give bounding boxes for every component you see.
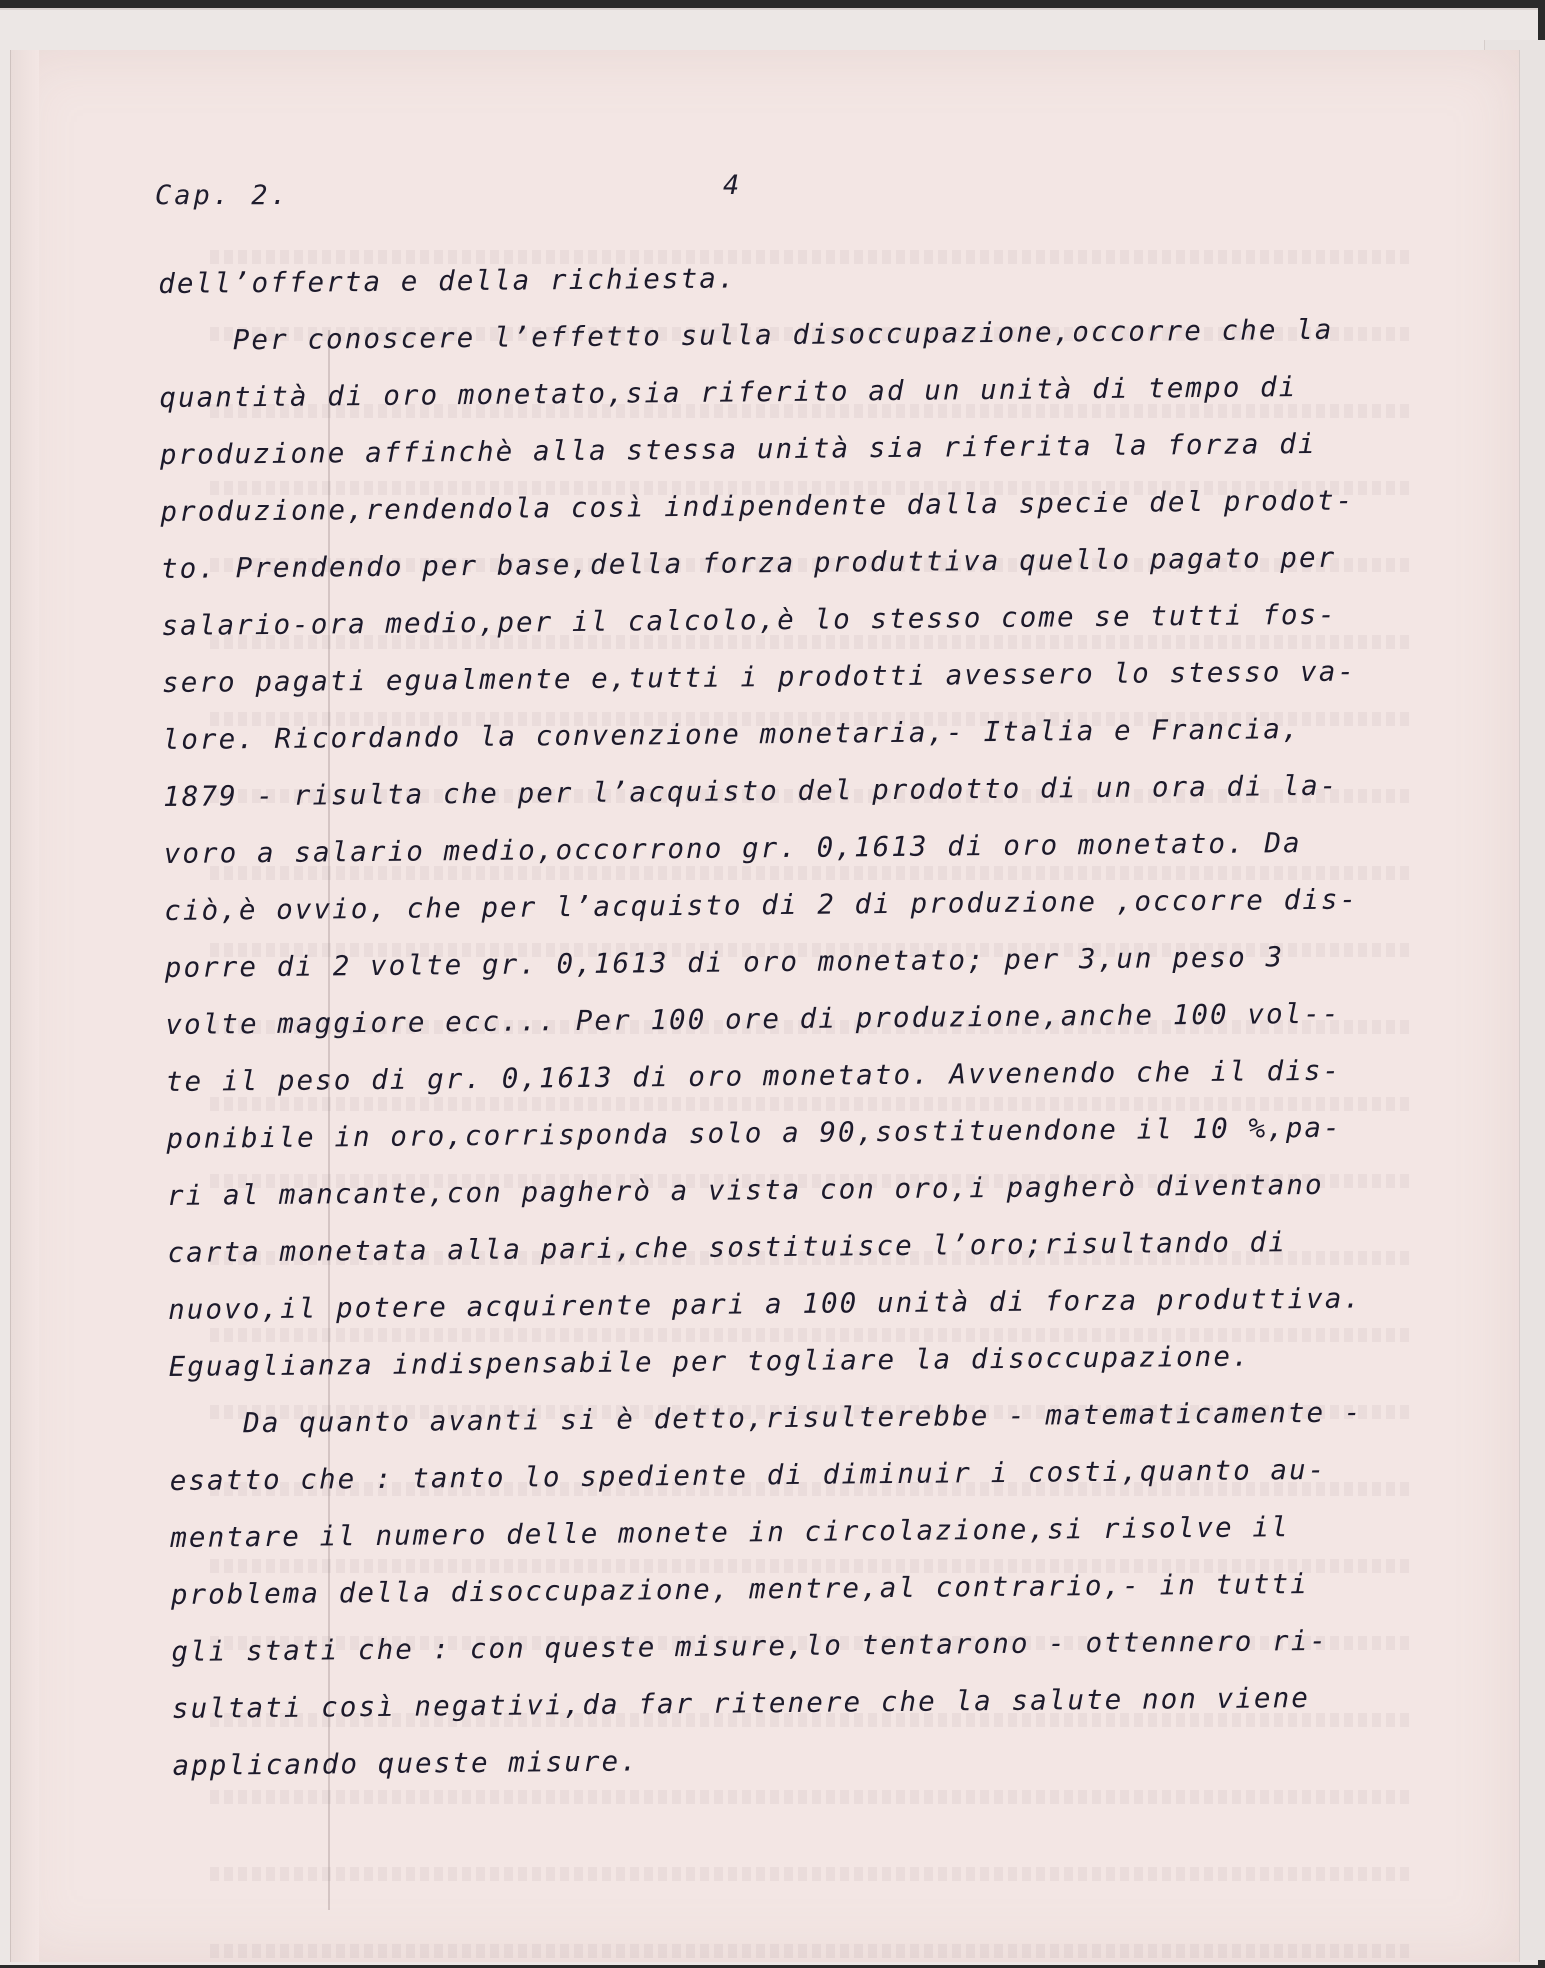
text-line: volte maggiore ecc... Per 100 ore di produzione,anche 100 vol-- [165,997,1341,1041]
text-line: ri al mancante,con pagherò a vista con oro,i pagherò diventano [166,1168,1324,1212]
text-line: sultati così negativi,da far ritenere che la salute non viene [171,1682,1311,1725]
text-line: nuovo,il potere acquirente pari a 100 unità di forza produttiva. [167,1282,1363,1326]
text-line: sero pagati egualmente e,tutti i prodotti avessero lo stesso va- [161,655,1357,699]
page-header [155,170,1355,220]
text-line: 1879 - risulta che per l’acquisto del prodotto di un ora di la- [163,769,1339,813]
text-line: porre di 2 volte gr. 0,1613 di oro monetato; per 3,un peso 3 [164,941,1285,984]
typewritten-text [158,244,1393,1795]
text-line: ciò,è ovvio, che per l’acquisto di 2 di produzione ,occorre dis- [164,883,1359,927]
chapter-label: Cap. 2. [155,180,290,211]
text-line: voro a salario medio,occorrono gr. 0,1613 di oro monetato. Da [163,827,1302,870]
text-line: problema della disoccupazione, mentre,al contrario,- in tutti [170,1568,1310,1611]
page-number: 4 [723,170,740,201]
text-line: Per conoscere l’effetto sulla disoccupazione,occorre che la [232,313,1334,357]
text-line: mentare il numero delle monete in circolazione,si risolve il [170,1511,1290,1554]
text-line: produzione,rendendola così indipendente dalla specie del prodot- [160,484,1355,528]
text-line: lore. Ricordando la convenzione monetaria,- Italia e Francia, [162,713,1301,756]
text-line: to. Prendendo per base,della forza produttiva quello pagato per [160,541,1337,585]
text-line: Eguaglianza indispensabile per togliare la disoccupazione. [168,1340,1251,1383]
sheet-shadow [11,50,39,1962]
text-line: dell’offerta e della richiesta. [158,262,737,300]
text-line: te il peso di gr. 0,1613 di oro monetato. Avvenendo che il dis- [165,1054,1342,1098]
text-line: salario-ora medio,per il calcolo,è lo stesso come se tutti fos- [161,598,1338,642]
text-line: Da quanto avanti si è detto,risulterebbe - matematicamente - [243,1396,1363,1440]
text-line: carta monetata alla pari,che sostituisce l’oro;risultando di [167,1226,1288,1269]
text-line: produzione affinchè alla stessa unità sia riferita la forza di [159,427,1317,471]
text-line: ponibile in oro,corrisponda solo a 90,sostituendone il 10 %,pa- [166,1111,1342,1155]
text-line: quantità di oro monetato,sia riferito ad un unità di tempo di [159,371,1298,414]
text-line: gli stati che : con queste misure,lo tentarono - ottennero ri- [171,1624,1329,1668]
text-line: esatto che : tanto lo spediente di diminuir i costi,quanto au- [169,1453,1327,1497]
text-line: applicando queste misure. [172,1745,640,1782]
